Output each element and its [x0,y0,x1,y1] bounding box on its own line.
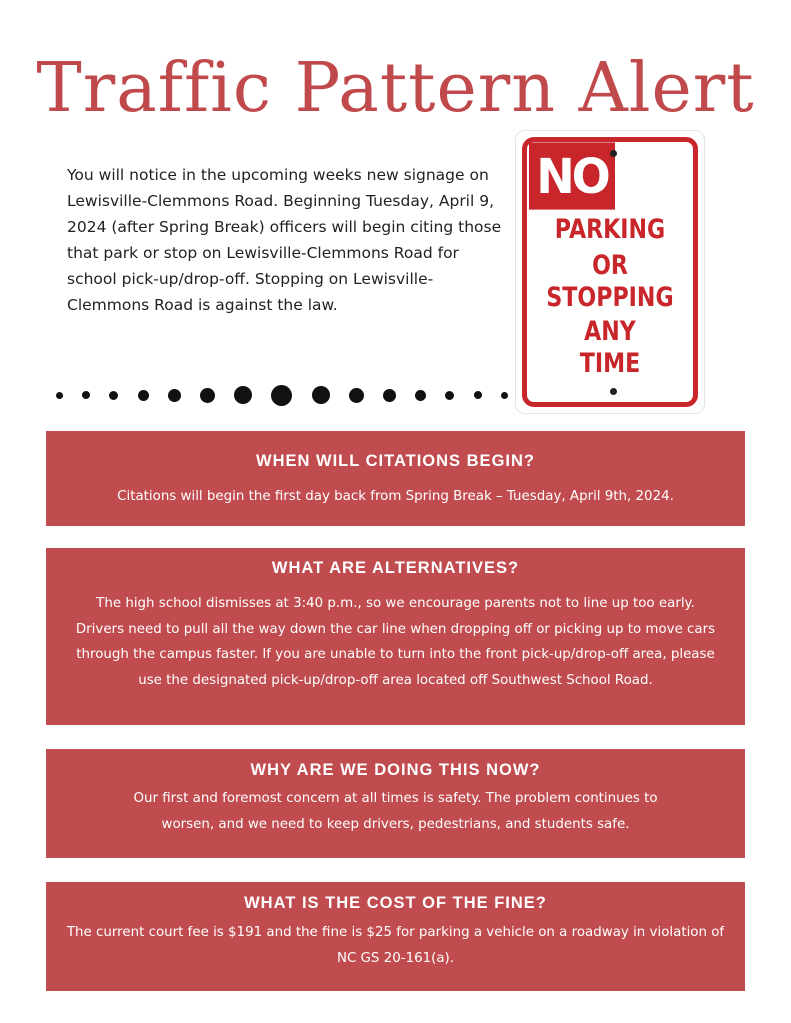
section-body: The current court fee is $191 and the fine is $25 for parking a vehicle on a roadway in violation of NC GS 20-161(a). [66,925,725,966]
section-body: Our first and foremost concern at all times is safety. The problem continues to worsen, and we need to keep drivers, pedestrians, and students safe. [133,791,658,832]
sign-line-or: OR [592,250,628,281]
sign-line-time: TIME [579,348,641,379]
divider-dot [82,391,90,399]
no-parking-sign [515,130,705,414]
divider-dot [200,388,215,403]
section-heading: WHAT IS THE COST OF THE FINE? [244,894,547,912]
divider-dot [312,386,330,404]
divider-dot [271,385,292,406]
sign-hole-bottom [610,388,617,395]
divider-dot [138,390,149,401]
page-title: Traffic Pattern Alert [36,49,755,128]
section-heading: WHEN WILL CITATIONS BEGIN? [256,452,535,470]
divider-dot [474,391,482,399]
section-body: Citations will begin the first day back from Spring Break – Tuesday, April 9th, 2024. [117,489,674,504]
divider-dot [383,389,396,402]
sign-line-any: ANY [584,316,636,347]
divider-dot [501,392,508,399]
divider-dot [415,390,426,401]
divider-dot [109,391,118,400]
sign-line-stopping: STOPPING [546,282,674,313]
sign-line-parking: PARKING [554,214,666,245]
dot-divider [56,380,508,410]
section-fine-cost [46,882,745,991]
divider-dot [349,388,364,403]
divider-dot [56,392,63,399]
divider-dot [445,391,454,400]
sign-hole-top [610,150,617,157]
divider-dot [234,386,252,404]
section-why-now [46,749,745,858]
intro-paragraph: You will notice in the upcoming weeks new signage on Lewisville-Clemmons Road. Beginning Tuesday, April 9, 2024 (after Spring Break) officers will begin citing those that park or stop on Lewisville-Clemmons Road for school pick-up/drop-off. Stopping on Lewisville-Clemmons Road is against the law. [67,166,502,314]
section-alternatives [46,548,745,725]
section-when-citations [46,431,745,526]
section-heading: WHY ARE WE DOING THIS NOW? [250,761,541,779]
section-body: The high school dismisses at 3:40 p.m., so we encourage parents not to line up too early. Drivers need to pull all the way down the car line when dropping off or picking up to move cars through the campus faster. If you are unable to turn into the front pick-up/drop-off area, please use the designated pick-up/drop-off area located off Southwest School Road. [75,596,716,689]
sign-no-label: NO [529,142,615,209]
divider-dot [168,389,181,402]
sign-border [522,137,698,407]
section-heading: WHAT ARE ALTERNATIVES? [271,559,520,577]
